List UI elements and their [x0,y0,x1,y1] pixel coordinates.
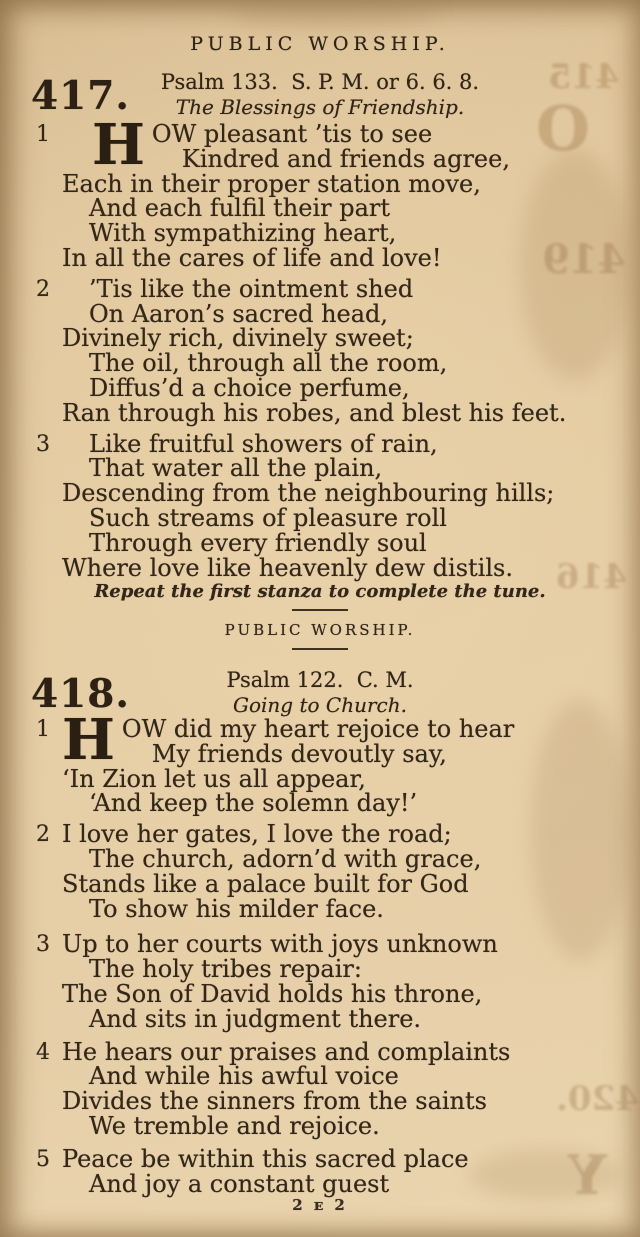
signature-mark: 2 ᴇ 2 [292,1196,348,1214]
verse-line: And each fulfil their part [89,194,391,223]
verse-number: 1 [36,717,50,742]
showthrough-ghost-text: 415 [548,57,619,97]
verse-line: OW pleasant ’tis to see [151,120,433,148]
hymn-subtitle: Going to Church. [233,693,407,717]
divider-rule [292,648,348,650]
hymn-meter-line: Psalm 133. S. P. M. or 6. 6. 8. [160,70,480,94]
showthrough-ghost-text: 419 [542,236,626,283]
hymn2-verses [0,707,640,1198]
verse-line: Divinely rich, divinely sweet; [62,324,414,353]
verse-line: The oil, through all the room, [89,349,448,378]
verse-number: 1 [36,122,50,147]
verse-line: And while his awful voice [89,1062,399,1091]
section-divider [0,609,640,650]
verse-line: ‘In Zion let us all appear, [62,764,366,793]
divider-rule [292,609,348,611]
verse-line: The church, adorn’d with grace, [89,844,482,873]
verse-number: 5 [36,1146,50,1172]
verse-line: Peace be within this sacred place [62,1144,469,1173]
verse-number: 3 [36,431,50,457]
verse-line: Where love like heavenly dew distils. [62,553,513,582]
drop-cap: H [62,707,115,773]
verse-line: My friends devoutly say, [151,739,447,768]
verse-line: That water all the plain, [89,454,383,483]
verse [36,707,640,818]
verse-line: To show his milder face. [89,894,384,923]
verse-line: We tremble and rejoice. [89,1111,380,1140]
verse-line: Such streams of pleasure roll [89,503,447,532]
verse [36,1144,640,1198]
verse [36,820,640,923]
verse-line: With sympathizing heart, [89,219,397,248]
hymn-subtitle: The Blessings of Friendship. [175,95,465,119]
showthrough-ghost-text: O [536,92,591,165]
running-head: PUBLIC WORSHIP. [190,33,450,55]
verse-line: Stands like a palace built for God [62,869,469,898]
verse-number: 3 [36,932,50,958]
verse-line: Kindred and friends agree, [181,144,510,173]
verse-line: Each in their proper station move, [62,169,481,198]
showthrough-ghost-text: 416 [556,557,627,597]
verse-line: Divides the sinners from the saints [62,1087,487,1116]
verse-line: OW did my heart rejoice to hear [121,715,515,743]
verse-line: The holy tribes repair: [89,955,362,984]
verse [36,1037,640,1140]
verse-line: And joy a constant guest [89,1169,390,1198]
verse-line: He hears our praises and complaints [62,1037,511,1066]
verse-line: The Son of David holds his throne, [62,979,483,1008]
verse-line: Descending from the neighbouring hills; [62,479,555,508]
verse-number: 2 [36,822,50,848]
verse-line: In all the cares of life and love! [62,243,442,272]
verse [36,112,640,272]
hymn1-verses [0,112,640,582]
tune-footnote: Repeat the first stanza to complete the tune. [94,581,546,602]
stain [230,2,440,26]
verse-line: And sits in judgment there. [89,1004,422,1033]
verse [36,930,640,1033]
verse-line: On Aaron’s sacred head, [89,299,389,328]
verse-line: Diffus’d a choice perfume, [89,373,410,402]
verse-number: 4 [36,1039,50,1065]
verse-line: Ran through his robes, and blest his feet. [62,398,567,427]
hymn-number: 418. [31,671,130,717]
hymn-number: 417. [31,73,130,119]
showthrough-ghost-text: Y [568,1143,607,1207]
verse-line: Up to her courts with joys unknown [62,930,498,959]
showthrough-ghost-text: 420. [556,1079,639,1119]
hymn-meter-line: Psalm 122. C. M. [226,668,414,692]
drop-cap: H [92,112,145,178]
verse-line: I love her gates, I love the road; [62,820,452,849]
verse [36,274,640,427]
verse-line: ’Tis like the ointment shed [89,274,414,303]
verse-line: ‘And keep the solemn day!’ [89,789,418,818]
verse-number: 2 [36,276,50,302]
verse-line: Like fruitful showers of rain, [89,429,438,458]
section-head: PUBLIC WORSHIP. [224,621,416,639]
verse-line: Through every friendly soul [89,528,427,557]
verse [36,429,640,582]
